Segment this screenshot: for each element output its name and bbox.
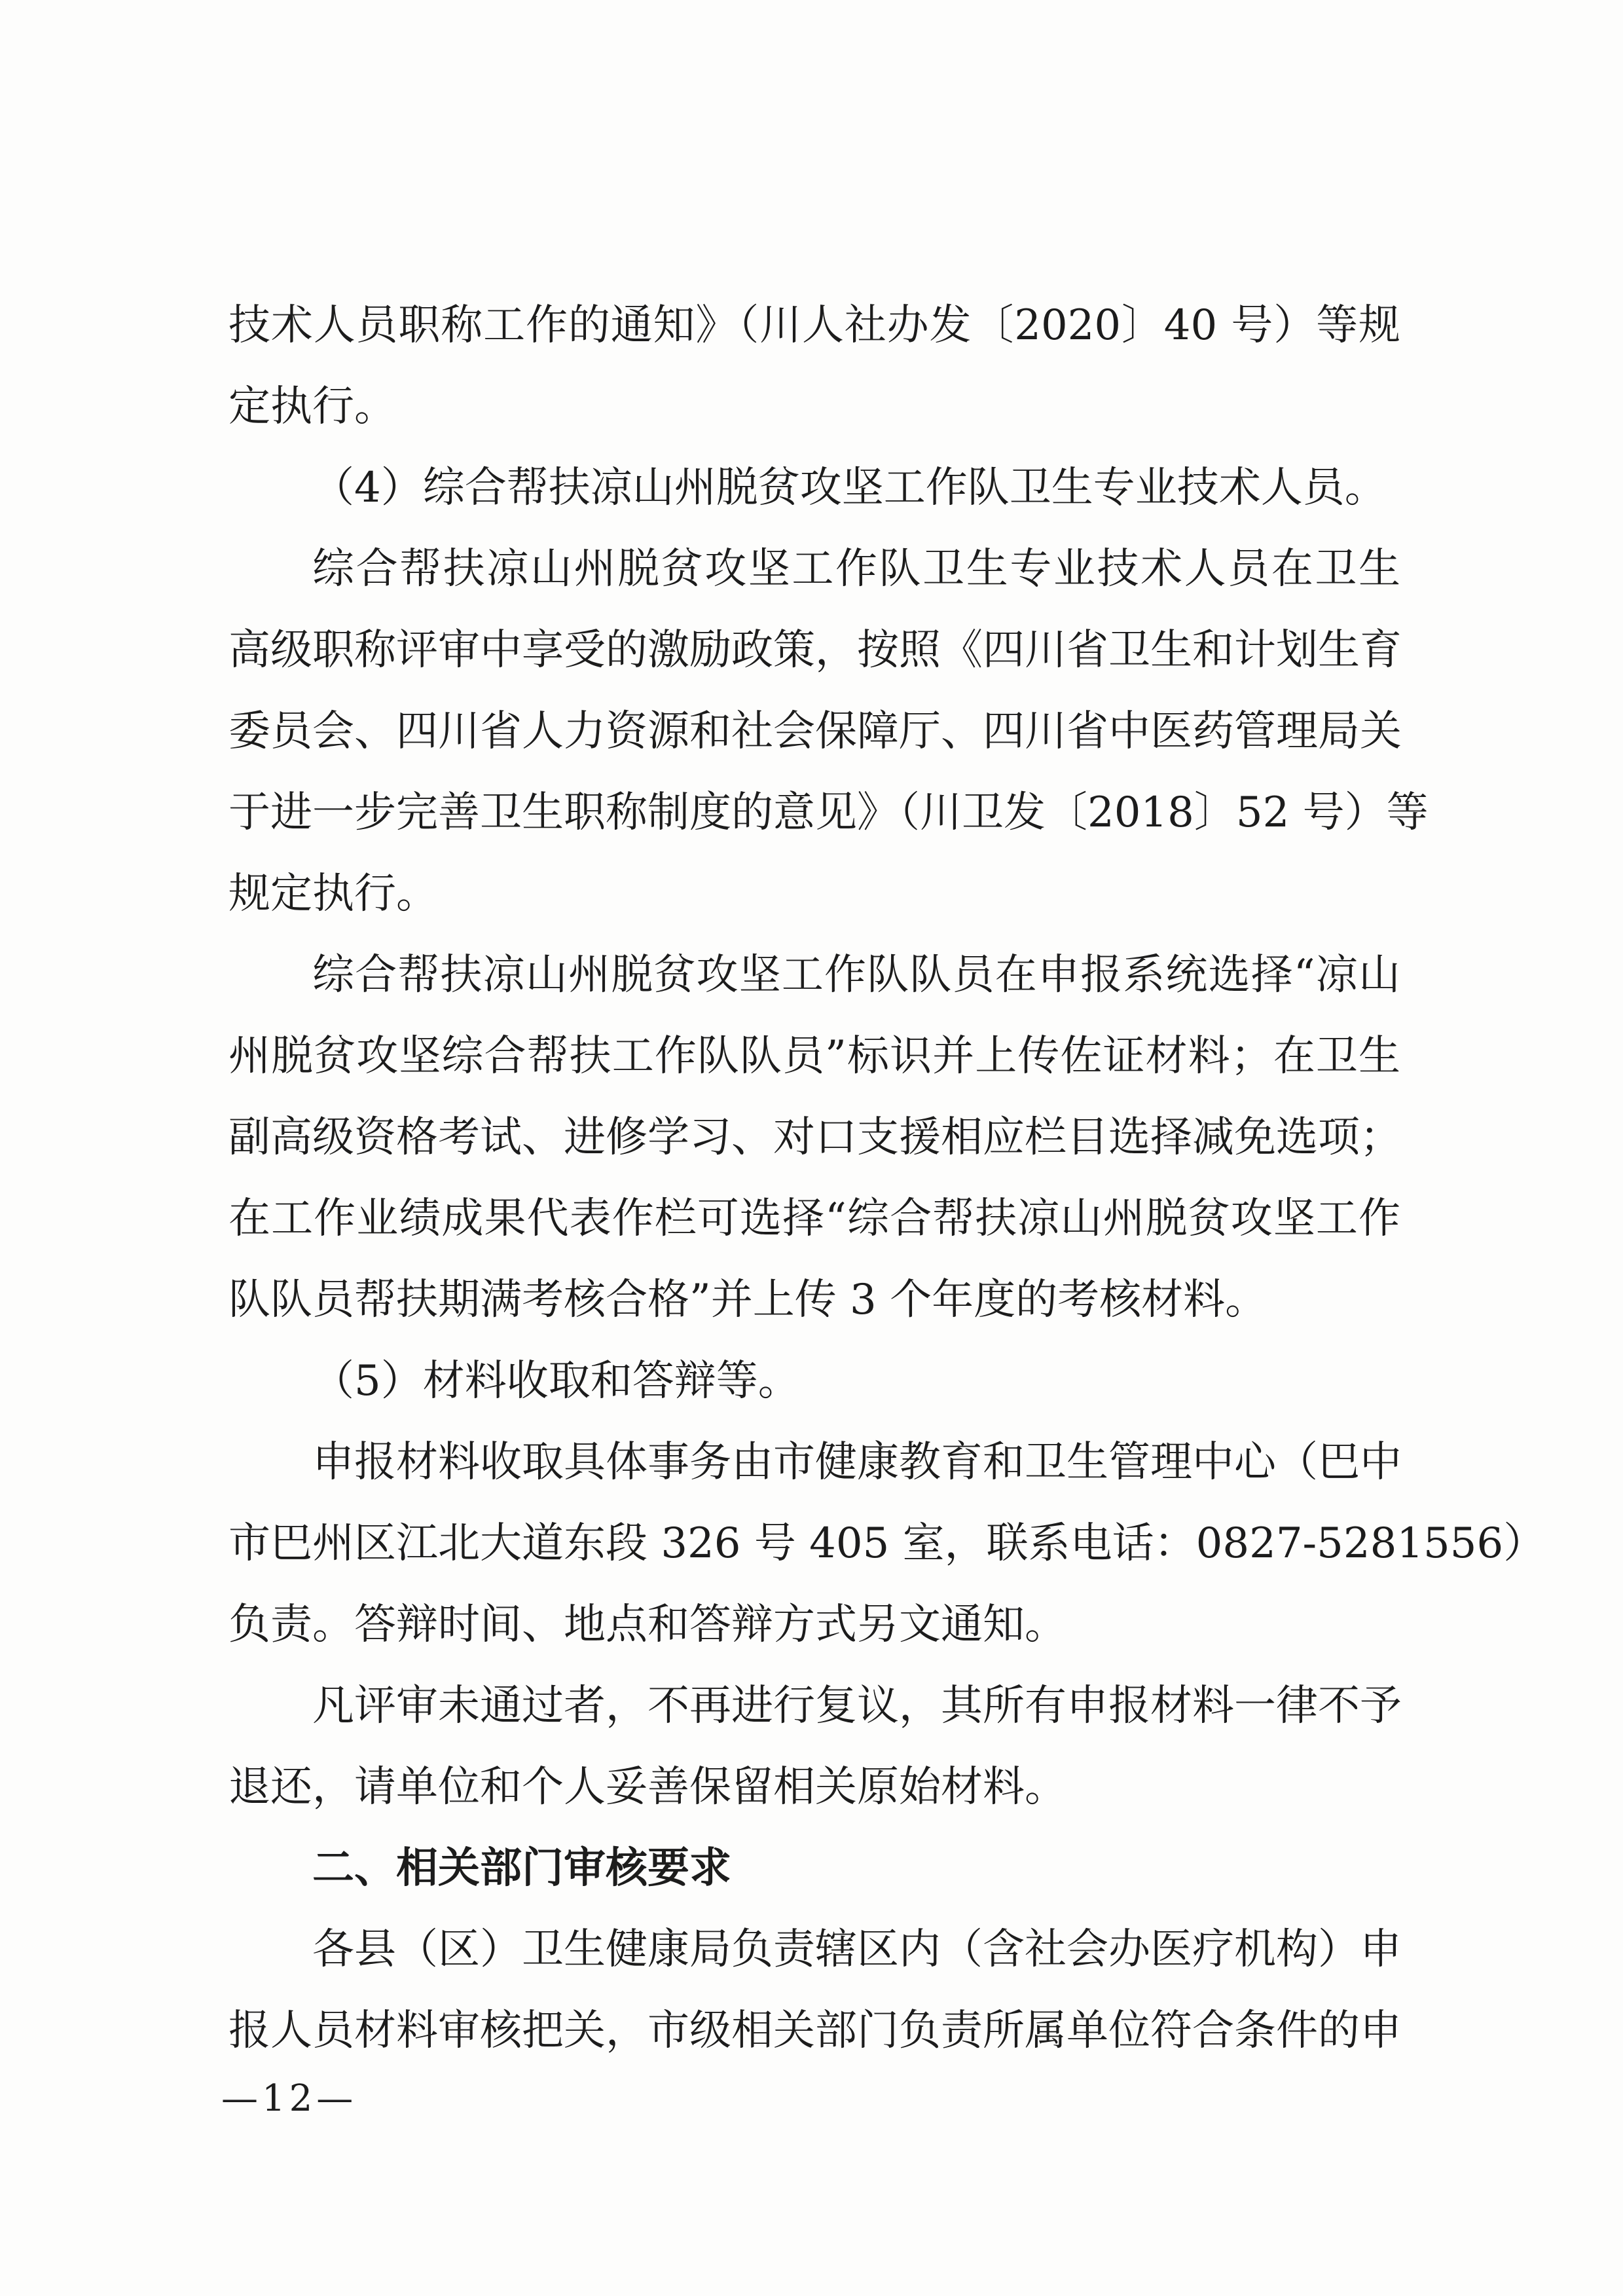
body-text-line: 于进一步完善卫生职称制度的意见》（川卫发〔2018〕52 号）等 xyxy=(228,788,1429,837)
body-text-line: 凡评审未通过者，不再进行复议，其所有申报材料一律不予 xyxy=(312,1682,1402,1730)
body-text-line: 队队员帮扶期满考核合格”并上传 3 个年度的考核材料。 xyxy=(228,1276,1267,1324)
body-text-line: 退还，请单位和个人妥善保留相关原始材料。 xyxy=(228,1763,1067,1811)
page-number: —12— xyxy=(221,2077,357,2120)
body-text-line: 综合帮扶凉山州脱贫攻坚工作队卫生专业技术人员在卫生 xyxy=(312,545,1400,593)
body-text-line: 综合帮扶凉山州脱贫攻坚工作队队员在申报系统选择“凉山 xyxy=(312,951,1400,999)
body-text-line: 在工作业绩成果代表作栏可选择“综合帮扶凉山州脱贫攻坚工作 xyxy=(228,1194,1400,1243)
body-text-line: 申报材料收取具体事务由市健康教育和卫生管理中心（巴中 xyxy=(312,1438,1402,1487)
body-text-line: 市巴州区江北大道东段 326 号 405 室，联系电话：0827-5281556） xyxy=(228,1519,1546,1568)
body-text-line: 负责。答辩时间、地点和答辩方式另文通知。 xyxy=(228,1601,1067,1649)
body-text-line: 副高级资格考试、进修学习、对口支援相应栏目选择减免选项； xyxy=(228,1113,1402,1162)
list-item-heading: （5）材料收取和答辩等。 xyxy=(312,1357,800,1405)
section-heading: 二、相关部门审核要求 xyxy=(312,1844,731,1893)
body-text-line: 报人员材料审核把关，市级相关部门负责所属单位符合条件的申 xyxy=(228,2007,1402,2055)
body-text-line: 规定执行。 xyxy=(228,870,438,918)
body-text-line: 委员会、四川省人力资源和社会保障厅、四川省中医药管理局关 xyxy=(228,707,1402,756)
body-text-line: 技术人员职称工作的通知》（川人社办发〔2020〕40 号）等规 xyxy=(228,301,1400,350)
list-item-heading: （4）综合帮扶凉山州脱贫攻坚工作队卫生专业技术人员。 xyxy=(312,464,1387,512)
body-text-line: 各县（区）卫生健康局负责辖区内（含社会办医疗机构）申 xyxy=(312,1925,1402,1974)
body-text-line: 高级职称评审中享受的激励政策，按照《四川省卫生和计划生育 xyxy=(228,626,1402,675)
body-text-line: 定执行。 xyxy=(228,382,396,431)
body-text-line: 州脱贫攻坚综合帮扶工作队队员”标识并上传佐证材料；在卫生 xyxy=(228,1032,1400,1081)
